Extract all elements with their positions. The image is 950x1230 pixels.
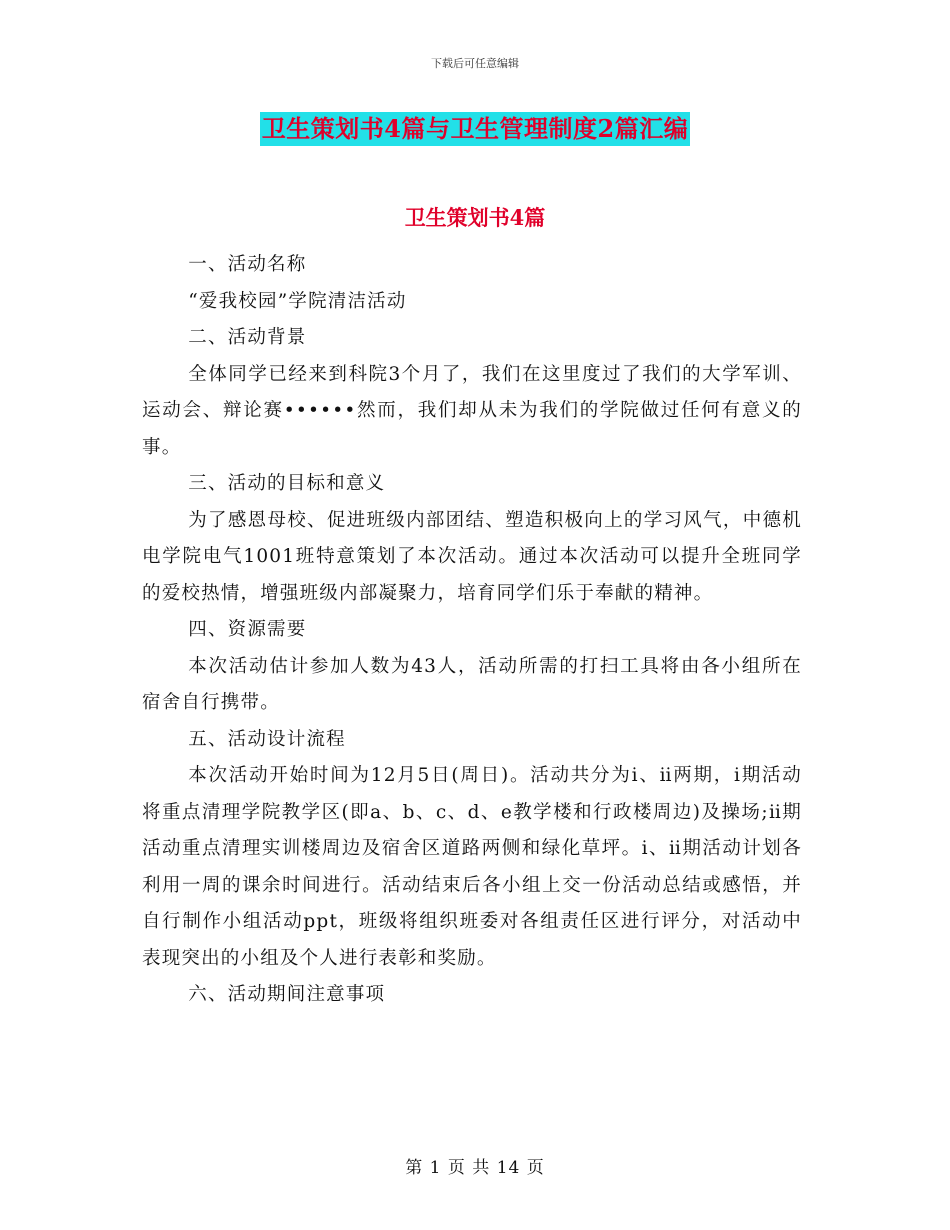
document-title-container [0, 112, 950, 146]
paragraph-resources: 本次活动估计参加人数为43人，活动所需的打扫工具将由各小组所在宿舍自行携带。 [142, 655, 802, 713]
header-note: 下载后可任意编辑 [431, 57, 519, 70]
heading-activity-name: 一、活动名称 [188, 254, 307, 275]
paragraph-activity-name: “爱我校园”学院清洁活动 [188, 290, 407, 312]
section-title: 卫生策划书4篇 [404, 205, 546, 230]
document-body [142, 247, 802, 1014]
heading-notes: 六、活动期间注意事项 [188, 984, 386, 1005]
heading-resources: 四、资源需要 [188, 619, 307, 640]
heading-process: 五、活动设计流程 [188, 728, 346, 750]
heading-background: 二、活动背景 [188, 327, 307, 348]
document-title: 卫生策划书4篇与卫生管理制度2篇汇编 [260, 112, 690, 146]
paragraph-goals: 为了感恩母校、促进班级内部团结、塑造积极向上的学习风气，中德机电学院电气1001班特意策划了本次活动。通过本次活动可以提升全班同学的爱校热情，增强班级内部凝聚力，培育同学们乐于奉献的精神。 [142, 509, 802, 604]
heading-goals: 三、活动的目标和意义 [188, 473, 386, 494]
paragraph-background: 全体同学已经来到科院3个月了，我们在这里度过了我们的大学军训、运动会、辩论赛••••••然而，我们却从未为我们的学院做过任何有意义的事。 [142, 363, 802, 458]
paragraph-process: 本次活动开始时间为12月5日(周日)。活动共分为ⅰ、ⅱ两期，ⅰ期活动将重点清理学院教学区(即a、b、c、d、e教学楼和行政楼周边)及操场;ⅱ期活动重点清理实训楼周边及宿舍区道路两侧和绿化草坪。ⅰ、ⅱ期活动计划各利用一周的课余时间进行。活动结束后各小组上交一份活动总结或感悟，并自行制作小组活动ppt，班级将组织班委对各组责任区进行评分，对活动中表现突出的小组及个人进行表彰和奖励。 [142, 765, 802, 969]
page-footer: 第 1 页 共 14 页 [405, 1158, 545, 1178]
